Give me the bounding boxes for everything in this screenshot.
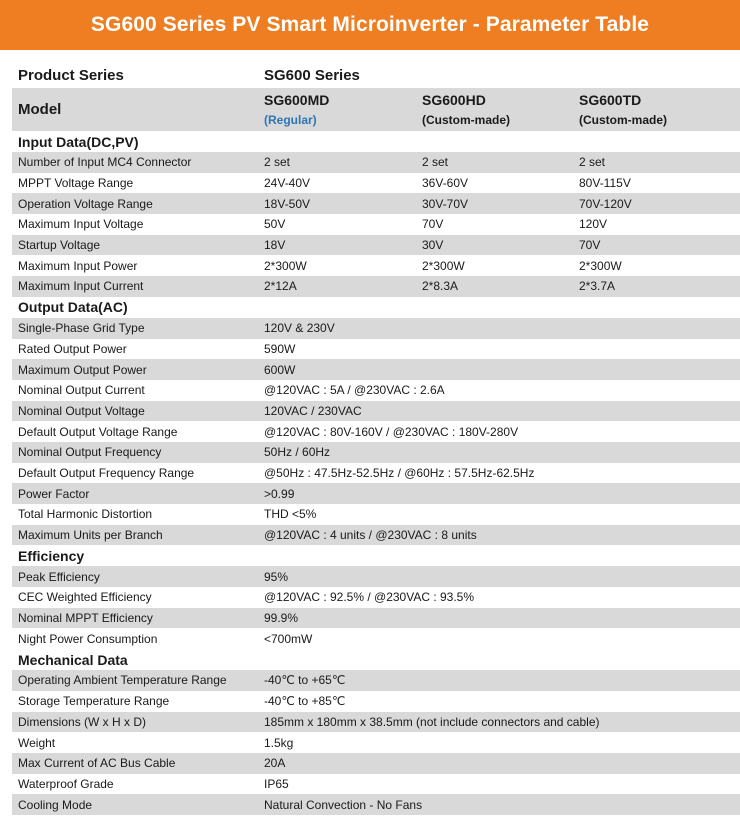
table-row <box>12 255 740 276</box>
table-row <box>12 380 740 401</box>
table-row <box>12 628 740 649</box>
model-cell-md <box>258 88 416 131</box>
param-label: Operation Voltage Range <box>18 196 153 211</box>
param-value-sg600md: 24V-40V <box>264 176 311 191</box>
param-value-sg600hd: 70V <box>422 217 444 232</box>
table-row <box>12 193 740 214</box>
param-value: THD <5% <box>264 507 317 522</box>
param-value-sg600td: 2*3.7A <box>579 279 616 294</box>
param-value: IP65 <box>264 776 289 791</box>
model-type: (Custom-made) <box>579 113 668 127</box>
param-value-sg600td: 70V <box>579 238 601 253</box>
section-header-efficiency <box>12 545 740 566</box>
param-label: Nominal MPPT Efficiency <box>18 611 153 626</box>
table-row <box>12 732 740 753</box>
param-label: Rated Output Power <box>18 341 127 356</box>
table-row <box>12 691 740 712</box>
section-title: Efficiency <box>18 547 85 564</box>
param-label: Total Harmonic Distortion <box>18 507 153 522</box>
param-label: MPPT Voltage Range <box>18 176 134 191</box>
param-value: Natural Convection - No Fans <box>264 797 423 812</box>
model-name: SG600HD <box>422 92 486 108</box>
param-value: 590W <box>264 341 296 356</box>
param-label: Maximum Input Voltage <box>18 217 144 232</box>
param-label: Night Power Consumption <box>18 631 158 646</box>
model-name: SG600MD <box>264 92 330 108</box>
section-header-mechanical <box>12 649 740 670</box>
param-value-sg600td: 2*300W <box>579 258 622 273</box>
param-value-sg600md: 18V-50V <box>264 196 311 211</box>
table-row <box>12 463 740 484</box>
param-value: 120VAC / 230VAC <box>264 403 362 418</box>
table-row <box>12 525 740 546</box>
page-title: SG600 Series PV Smart Microinverter - Parameter Table <box>90 13 650 36</box>
table-row <box>12 339 740 360</box>
param-value-sg600hd: 36V-60V <box>422 176 469 191</box>
param-value: 600W <box>264 362 296 377</box>
param-label: Peak Efficiency <box>18 569 100 584</box>
table-row <box>12 276 740 297</box>
param-value-sg600md: 50V <box>264 217 286 232</box>
param-value-sg600td: 2 set <box>579 155 606 170</box>
table-row <box>12 173 740 194</box>
section-title: Output Data(AC) <box>18 299 128 316</box>
table-row <box>12 483 740 504</box>
table-sections <box>12 131 740 815</box>
table-row <box>12 794 740 815</box>
product-series-value: SG600 Series <box>264 66 360 84</box>
table-row <box>12 442 740 463</box>
param-value: @50Hz : 47.5Hz-52.5Hz / @60Hz : 57.5Hz-62.5Hz <box>264 465 535 480</box>
param-value: 1.5kg <box>264 735 294 750</box>
param-value-sg600td: 120V <box>579 217 608 232</box>
param-value-sg600hd: 30V <box>422 238 444 253</box>
param-label: Nominal Output Voltage <box>18 403 145 418</box>
param-label: Nominal Output Current <box>18 383 145 398</box>
param-value: <700mW <box>264 631 313 646</box>
table-row <box>12 670 740 691</box>
param-label: Weight <box>18 735 56 750</box>
param-label: Storage Temperature Range <box>18 694 170 709</box>
page-title-banner <box>0 0 740 50</box>
table-row <box>12 774 740 795</box>
param-label: Startup Voltage <box>18 238 101 253</box>
table-row <box>12 504 740 525</box>
table-row <box>12 753 740 774</box>
param-label: Single-Phase Grid Type <box>18 321 145 336</box>
param-value: @120VAC : 4 units / @230VAC : 8 units <box>264 528 477 543</box>
param-label: Maximum Input Current <box>18 279 144 294</box>
model-cell-td <box>573 88 740 131</box>
param-value-sg600md: 2 set <box>264 155 291 170</box>
param-label: Cooling Mode <box>18 797 93 812</box>
product-series-row <box>12 62 740 88</box>
table-row <box>12 566 740 587</box>
param-label: Dimensions (W x H x D) <box>18 714 147 729</box>
section-header-input <box>12 131 740 152</box>
model-type: (Regular) <box>264 113 317 127</box>
model-label: Model <box>18 101 62 118</box>
model-row <box>12 88 740 131</box>
param-label: Max Current of AC Bus Cable <box>18 756 176 771</box>
param-label: Default Output Voltage Range <box>18 424 178 439</box>
param-value: -40℃ to +85℃ <box>264 694 346 709</box>
param-value-sg600hd: 30V-70V <box>422 196 469 211</box>
model-cell-hd <box>416 88 573 131</box>
table-row <box>12 235 740 256</box>
param-value-sg600td: 80V-115V <box>579 176 631 191</box>
param-value: 185mm x 180mm x 38.5mm (not include connectors and cable) <box>264 714 600 729</box>
table-row <box>12 214 740 235</box>
model-type: (Custom-made) <box>422 113 511 127</box>
param-value: 99.9% <box>264 611 299 626</box>
param-value: 95% <box>264 569 289 584</box>
section-header-output <box>12 297 740 318</box>
param-value: @120VAC : 5A / @230VAC : 2.6A <box>264 383 445 398</box>
param-label: Maximum Output Power <box>18 362 147 377</box>
param-label: Waterproof Grade <box>18 776 114 791</box>
param-label: Operating Ambient Temperature Range <box>18 673 227 688</box>
param-value: 120V & 230V <box>264 321 335 336</box>
table-row <box>12 318 740 339</box>
section-title: Input Data(DC,PV) <box>18 133 139 150</box>
param-value-sg600hd: 2 set <box>422 155 449 170</box>
table-row <box>12 401 740 422</box>
param-label: Nominal Output Frequency <box>18 445 162 460</box>
param-label: CEC Weighted Efficiency <box>18 590 152 605</box>
param-label: Default Output Frequency Range <box>18 465 195 480</box>
section-title: Mechanical Data <box>18 651 128 668</box>
param-label: Power Factor <box>18 486 90 501</box>
table-row <box>12 712 740 733</box>
param-label: Maximum Units per Branch <box>18 528 163 543</box>
table-row <box>12 587 740 608</box>
table-row <box>12 152 740 173</box>
product-series-label: Product Series <box>18 66 124 84</box>
parameter-table <box>12 62 740 815</box>
param-value-sg600hd: 2*8.3A <box>422 279 459 294</box>
table-row <box>12 359 740 380</box>
param-value: 50Hz / 60Hz <box>264 445 331 460</box>
param-value-sg600md: 18V <box>264 238 286 253</box>
param-label: Maximum Input Power <box>18 258 138 273</box>
param-label: Number of Input MC4 Connector <box>18 155 192 170</box>
param-value-sg600hd: 2*300W <box>422 258 465 273</box>
param-value: 20A <box>264 756 286 771</box>
param-value: @120VAC : 80V-160V / @230VAC : 180V-280V <box>264 424 519 439</box>
param-value: >0.99 <box>264 486 295 501</box>
model-name: SG600TD <box>579 92 642 108</box>
param-value: -40℃ to +65℃ <box>264 673 346 688</box>
param-value-sg600td: 70V-120V <box>579 196 632 211</box>
param-value-sg600md: 2*300W <box>264 258 307 273</box>
param-value: @120VAC : 92.5% / @230VAC : 93.5% <box>264 590 475 605</box>
table-row <box>12 421 740 442</box>
param-value-sg600md: 2*12A <box>264 279 297 294</box>
table-row <box>12 608 740 629</box>
